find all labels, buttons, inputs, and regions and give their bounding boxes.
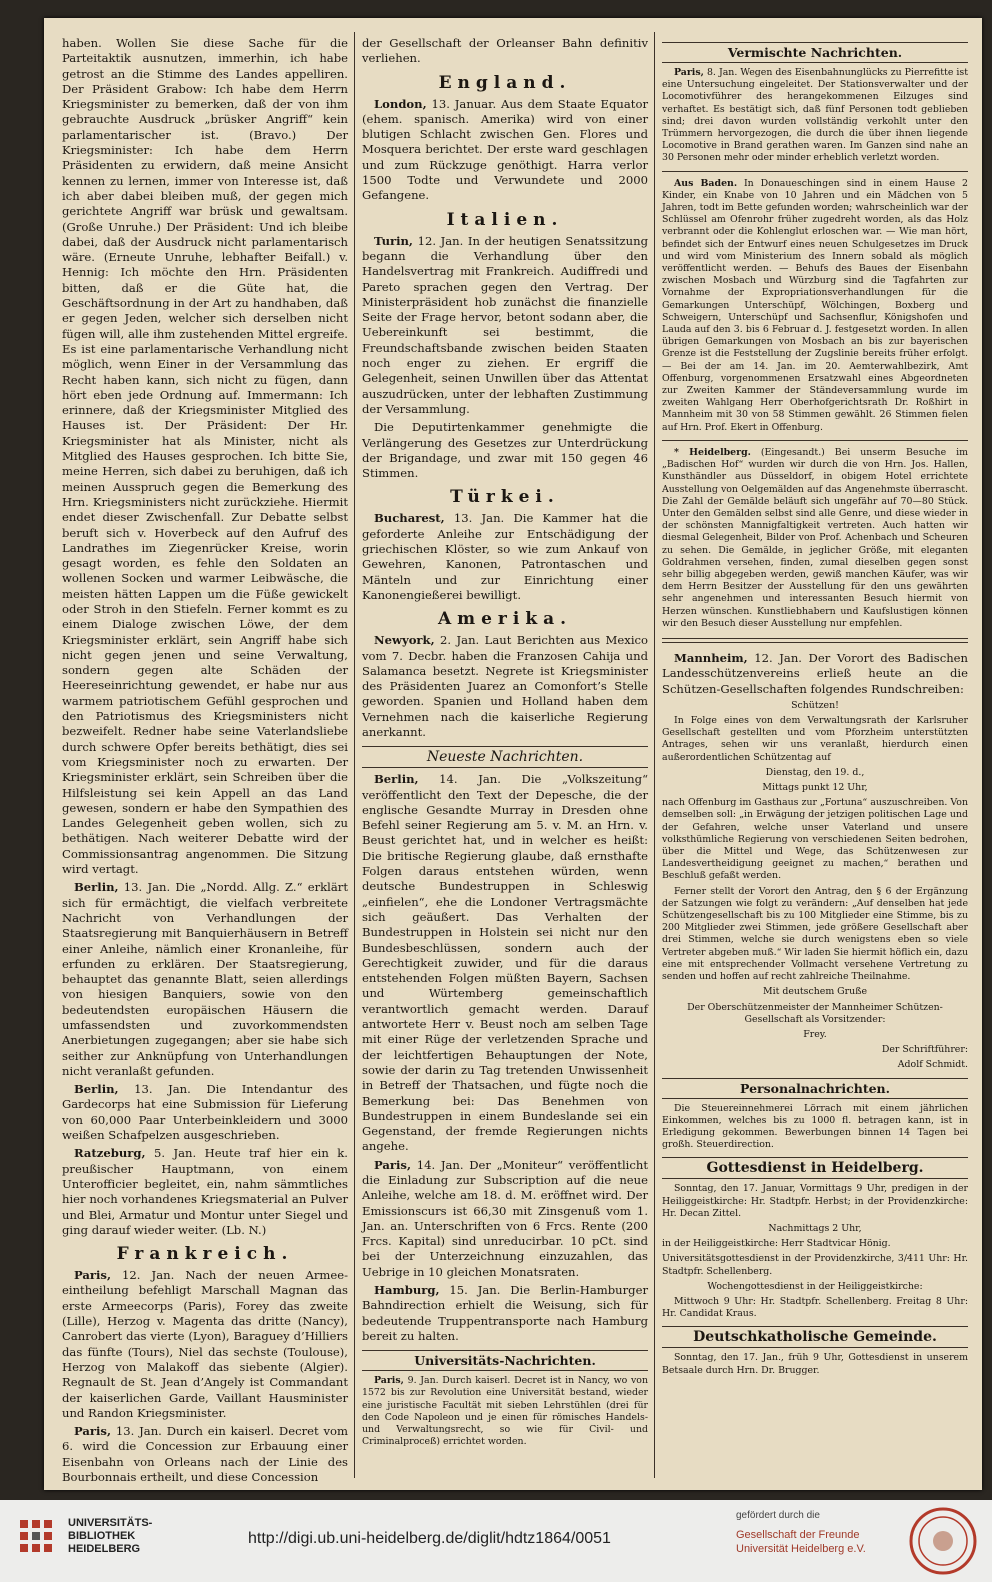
dateline: Paris, xyxy=(74,1268,111,1283)
article-body: (Eingesandt.) Bei unserm Besuche im „Badischen Hof“ wurden wir durch die von Hrn. Jos. Hallen, Kunsthändler aus Düsseldorf, in obigem Hotel errichtete Ausstellung von Oelgemälden auf das Angenehmste überrascht. Die Zahl der Gemälde beläuft sich ungefähr auf 70—80 Stück. Unter den Gemälden selbst sind alle Genre, und diese wieder in der schönsten Mannigfaltigkeit vertreten. Auch hatten wir diesmal Gelegenheit, Bilder von Prof. Achenbach und Scheuren zu sehen. Die Gemälde, in jeglicher Größe, mit eleganten Goldrahmen versehen, finden, zumal dieselben gegen sonst sehr billig abgegeben werden, gewiß manchen Käufer, was wir dem Herrn Besitzer der Ausstellung für den uns gewährten sehr angenehmen und interessanten Besuch hiermit von Herzen wünschen. Kunstliebhabern und Kaufslustigen können wir den Besuch dieser Ausstellung nur empfehlen. xyxy=(662,446,968,629)
section-heading: Neueste Nachrichten. xyxy=(362,746,648,768)
article-body: In Donaueschingen sind in einem Hause 2 Kinder, ein Knabe von 10 Jahren und ein Mädchen von 5 Jahren, todt im Bette gefunden worden; wahrscheinlich war der Schlüssel am Ofenrohr früher zugedreht worden, als das Holz verbrannt oder die Kohlenglut erloschen war. — Wie man hört, befindet sich der Entwurf eines neuen Schulgesetzes im Druck und wird vom Ministerium des Innern sobald als möglich veröffentlicht werden. — Behufs des Baues der Eisenbahn zwischen Mosbach und Würzburg sind die Tagfahrten zur Vornahme der Expropriationsverhandlungen für die Gemarkungen Unterschüpf, Wölchingen, Boxberg und Schweigern, Unterschüpf und Sachsenflur, Königshofen und Lauda auf den 3. bis 6 Februar d. J. festgesetzt worden. In allen übrigen Gemarkungen von Mosbach an bis zur bayerischen Grenze ist die Feststellung der Zugslinie bereits früher erfolgt. — Bei der am 14. Jan. im 20. Aemterwahlbezirk, Amt Offenburg, vorgenommenen Ersatzwahl eines Abgeordneten zur Zweiten Kammer der Ständeversammlung wurde im zweiten Wahlgang Herr Oberhofgerichtsrath Dr. Roßhirt in Mannheim mit 30 von 58 Stimmen gewählt. 26 Stimmen fielen auf Hrn. Prof. Ekert in Offenburg. xyxy=(662,177,968,433)
dateline: Newyork, xyxy=(374,633,435,648)
dateline: Paris, xyxy=(74,1424,111,1439)
service-text: Sonntag, den 17. Jan., früh 9 Uhr, Gottesdienst in unserem Betsaale durch Hrn. Dr. Brugger. xyxy=(662,1352,968,1376)
divider xyxy=(662,638,968,643)
article-text xyxy=(362,1375,648,1448)
section-heading: Amerika. xyxy=(437,609,573,630)
dateline: Berlin, xyxy=(74,880,119,895)
notice-heading: Schützen! xyxy=(791,699,839,711)
library-name-line: HEIDELBERG xyxy=(68,1542,141,1555)
section-heading: Frankreich. xyxy=(116,1244,294,1265)
article-body: 12. Jan. Nach der neuen Armee-eintheilung befehligt Marschall Magnan das erste Armeecorps (Paris), Forey das zweite (Lille), Herzog v. Magenta das dritte (Nancy), Canrobert das vierte (Lyon), Baraguey d’Hilliers das fünfte (Tours), Niel das sechste (Toulouse), Herzog von Malakoff das siebente (Algier). Regnault de St. Jean d’Angely ist Commandant der kaiserlichen Garde, Vaillant Hausminister und Randon Kriegsminister. xyxy=(62,1268,348,1420)
article-body: 5. Jan. Heute traf hier ein k. preußischer Hauptmann, von einem Unterofficier begleitet, ein, nahm sämmtliches hier noch vorhandenes Kriegsmaterial an Pulver und Blei, Armatur und Montur unter Siegel und ging darauf wieder weiter. (Lb. N.) xyxy=(62,1146,348,1237)
article-text xyxy=(362,97,648,204)
article-text xyxy=(662,67,968,165)
service-text: Sonntag, den 17. Januar, Vormittags 9 Uhr, predigen in der Heiliggeistkirche: Hr. Stadtpfr. Herbst; in der Providenzkirche: Hr. Decan Zittel. xyxy=(662,1183,968,1219)
article-body: 13. Jan. Durch ein kaiserl. Decret vom 6. wird die Concession zur Erbauung einer Eisenbahn von Orleans nach der Linie des Bourbonnais ertheilt, und diese Concession xyxy=(62,1424,348,1485)
column-2 xyxy=(362,36,648,1476)
dateline: Berlin, xyxy=(74,1082,119,1097)
notice-signer: Der Oberschützenmeister der Mannheimer Schützen-Gesellschaft als Vorsitzender: xyxy=(687,1001,943,1025)
notice-text: nach Offenburg im Gasthaus zur „Fortuna“ auszuschreiben. Von demselben soll: „in Erwägung der jetzigen politischen Lage und der Gefahren, welche unser Vaterland und unsere volksthümliche Regierung von verschiedenen Seiten bedrohen, über die Mittel und Wege, das Schützenwesen zur Landesvertheidigung geeignet zu machen,“ berathen und Beschluß gefaßt werden. xyxy=(662,797,968,882)
dateline: Mannheim, xyxy=(674,650,748,665)
section-heading: Universitäts-Nachrichten. xyxy=(362,1350,648,1371)
article-text: haben. Wollen Sie diese Sache für die Parteitaktik ausnutzen, immerhin, ich habe getrost an die Stimme des Landes appelliren. Der Präsident Grabow: Ich habe dem Herrn Kriegsminister zu bemerken, daß der von ihm gebrauchte Ausdruck „brüsker Angriff“ kein parlamentarischer ist. (Bravo.) Der Kriegsminister: Ich habe dem Herrn Präsidenten zu erwidern, daß meine Ansicht kennen zu lernen, immer von Interesse ist, daß ich aber dabei bleiben muß, der gegen mich gerichtete Angriff war brüsk und gewaltsam. (Große Unruhe.) Der Präsident: Und ich bleibe dabei, daß der Ausdruck nicht parlamentarisch wäre. (Erneute Unruhe, lebhafter Beifall.) v. Hennig: Ich möchte den Hrn. Präsidenten bitten, daß er die Güte hat, die Geschäftsordnung in der Art zu handhaben, daß er gegen Jeden, welcher sich derselben nicht fügen will, alle ihm zustehenden Mittel ergreife. Es ist eine parlamentarische Verhandlung nicht möglich, wenn Einer in der Versammlung das Recht haben kann, sich nicht zu fügen, dann hört eben jede Ordnung auf. Immermann: Ich erinnere, daß der Kriegsminister Mitglied des Hauses ist. Der Präsident: Der Hr. Kriegsminister hat als Minister, nicht als Mitglied des Hauses gesprochen. Ich bitte Sie, meine Herren, sich dabei zu beruhigen, daß ich meinen Ausspruch gegen die Bemerkung des Hrn. Kriegsministers nicht zurückziehe. Hiermit endet dieser Zwischenfall. Zur Debatte selbst beruft sich v. Hoverbeck auf den Aufruf des Landrathes im Ziegenrücker Kreise, worin gesagt worden, es fehle den Soldaten an wollenen Socken und warmer Leibwäsche, die meisten hätten Lappen um die Füße gewickelt oder Stroh in den Stiefeln. Ferner kommt es zu einem Dialoge zwischen Löwe, der dem Kriegsminister erklärt, sein Angriff habe sich nicht gegen jenen und seine Verwaltung, sondern gegen alte Schäden der Heereseinrichtung gewendet, er habe nur aus warmem patriotischem Gefühl gesprochen und den Patriotismus des Kriegsministers nicht bezweifelt. Redner habe seine Vaterlandsliebe durch schwere Opfer bereits bethätigt, dies sei vom Kriegsminister noch zu erwarten. Der Kriegsminister erklärt, sein Schreiben über die Hilfsleistung sei kein Appell an das Land gewesen, sondern er habe den Sympathien des Landes Gelegenheit geben wollen, sich zu bethätigen. Nach weiterer Debatte wird der Commissionsantrag angenommen. Die Sitzung wird vertagt. xyxy=(62,36,348,877)
article-text xyxy=(62,880,348,1079)
article-text xyxy=(362,511,648,603)
dateline: Bucharest, xyxy=(374,511,445,526)
article-text xyxy=(62,1082,348,1143)
article-body: 2. Jan. Laut Berichten aus Mexico vom 7. Decbr. haben die Franzosen Cahija und Salamanca besetzt. Negrete ist Kriegsminister des Präsidenten Juarez an Comonfort’s Stelle geworden. Spanien und Holland haben dem Vernehmen nach die kaiserliche Regierung anerkannt. xyxy=(362,633,648,739)
column-1 xyxy=(62,36,348,1485)
article-text: der Gesellschaft der Orleanser Bahn definitiv verliehen. xyxy=(362,36,648,66)
dateline: Turin, xyxy=(374,233,413,248)
sponsor-name[interactable] xyxy=(736,1528,866,1556)
section-heading: Vermischte Nachrichten. xyxy=(662,42,968,63)
library-name-line: UNIVERSITÄTS- xyxy=(68,1516,153,1529)
sponsor-line: Gesellschaft der Freunde xyxy=(736,1529,860,1541)
dateline: Ratzeburg, xyxy=(74,1146,146,1161)
notice-date: Dienstag, den 19. d., xyxy=(765,766,865,778)
article-text xyxy=(62,1268,348,1421)
service-text: Mittwoch 9 Uhr: Hr. Stadtpfr. Schellenberg. Freitag 8 Uhr: Hr. Candidat Kraus. xyxy=(662,1295,968,1320)
section-heading: Deutschkatholische Gemeinde. xyxy=(662,1326,968,1348)
article-body: 13. Jan. Die Intendantur des Gardecorps hat eine Submission für Lieferung von 60,000 Paar Unterbeinkleidern und 3000 weißen Schafpelzen ausgeschrieben. xyxy=(62,1082,348,1143)
article-text xyxy=(362,234,648,418)
section-heading: Italien. xyxy=(446,209,564,230)
column-rule xyxy=(654,32,655,1478)
column-3 xyxy=(662,36,968,1476)
newspaper-page xyxy=(44,18,982,1490)
section-heading: Türkei. xyxy=(450,487,560,508)
library-name-line: BIBLIOTHEK xyxy=(68,1529,136,1542)
dateline: Aus Baden. xyxy=(674,177,738,189)
sponsor-label: gefördert durch die xyxy=(736,1510,820,1521)
article-body: 8. Jan. Wegen des Eisenbahnunglücks zu Pierrefitte ist eine Untersuchung eingeleitet. Der Stationsverwalter und der Locomotivführer des herangekommenen Eilzuges sind verhaftet. Es bestätigt sich, daß fünf Personen todt geblieben sind; drei davon wurden vollständig verkohlt unter den Trümmern hervorgezogen, die durch die über ihnen liegende Locomotive in Brand gerathen waren. Im Ganzen sind nahe an 30 Personen mehr oder minder erheblich verletzt worden. xyxy=(662,67,968,164)
dateline: Paris, xyxy=(674,67,704,78)
notice-time: Mittags punkt 12 Uhr, xyxy=(762,782,868,794)
divider xyxy=(662,440,968,441)
viewer-footer xyxy=(0,1500,992,1582)
article-body: 12. Jan. Der Vorort des Badischen Landesschützenvereins erließ heute an die Schützen-Gesellschaften folgendes Rundschreiben: xyxy=(662,650,968,696)
article-body: 12. Jan. In der heutigen Senatssitzung begann die Verhandlung über den Handelsvertrag mit Frankreich. Audiffredi und Pareto sprachen gegen den Vertrag. Der Ministerpräsident hob zunächst die finanzielle Seite der Frage hervor, betont sodann aber, die Uebereinkunft sei bestimmt, die Freundschaftsbande zwischen beiden Staaten noch enger zu ziehen. Er ergriff die Gelegenheit, seinen Unwillen über das Attentat auszudrücken, unter der lebhaften Zustimmung der Versammlung. xyxy=(362,233,648,416)
library-logo[interactable] xyxy=(14,1514,152,1558)
article-body: 9. Jan. Durch kaiserl. Decret ist in Nancy, wo von 1572 bis zur Revolution eine Universität bestand, wieder eine juristische Facultät mit sieben Lehrstühlen (drei für den Code Napoleon und je einen für römisches Handels- und Verwaltungsrecht, so wie für Civil- und Criminalproceß) errichtet worden. xyxy=(362,1375,648,1448)
article-body: 14. Jan. Die „Volkszeitung“ veröffentlicht den Text der Depesche, die der englische Gesandte Murray in Dresden ohne Befehl seiner Regierung am 5. v. M. an Hrn. v. Beust gerichtet hat, und in welcher es heißt: Die britische Regierung glaube, daß ernsthafte Folgen daraus entstehen würden, wenn deutsche Bundestruppen in Schleswig „einfielen“, ehe die Londoner Vertragsmächte sich geäußert. Das Verhalten der Bundestruppen in Holstein sei nicht nur den Bundesbeschlüssen, sondern auch der Gerechtigkeit zuwider, und für die daraus entstehenden Folgen müßten Bayern, Sachsen und Würtemberg gemeinschaftlich verantwortlich gemacht werden. Darauf antwortete Herr v. Beust noch am selben Tage mit einer Rüge der verletzenden Sprache und der leichtfertigen Behauptungen der Note, sowie der darin zu Tag tretenden Unwissenheit in Betreff der Thatsachen, und fügte noch die Bemerkung bei: Das Benehmen von Bundestruppen in einem Bundeslande sei ein Gegenstand, der fremde Regierungen nichts angehe. xyxy=(362,772,648,1154)
article-text xyxy=(62,1146,348,1238)
service-text: Wochengottesdienst in der Heiliggeistkirche: xyxy=(707,1280,923,1292)
column-rule xyxy=(354,32,355,1478)
university-seal-icon xyxy=(908,1506,978,1576)
section-heading: Gottesdienst in Heidelberg. xyxy=(662,1157,968,1179)
library-seal-icon xyxy=(14,1514,58,1558)
article-body: 14. Jan. Der „Moniteur“ veröffentlicht die Einladung zur Subscription auf die neue Anleihe, welche am 18. d. M. eröffnet wird. Der Emissionscurs ist 66,30 mit Zinsgenuß vom 1. Jan. an. Unterschriften von 6 Frcs. Rente (200 Frcs. Kapital) sind unreducirbar. 10 pCt. sind bei der Unterzeichnung einzuzahlen, das Uebrige in 10 gleichen Monatsraten. xyxy=(362,1157,648,1279)
article-text: Die Steuereinnehmerei Lörrach mit einem jährlichen Einkommen, welches bis zu 1000 fl. betragen kann, ist in Erledigung gekommen. Bewerbungen binnen 14 Tagen bei großh. Steuerdirection. xyxy=(662,1102,968,1151)
service-text: Universitätsgottesdienst in der Providenzkirche, 3/411 Uhr: Hr. Stadtpfr. Schellenberg. xyxy=(662,1253,968,1277)
dateline: Paris, xyxy=(374,1375,404,1387)
notice-text: Ferner stellt der Vorort den Antrag, den § 6 der Ergänzung der Satzungen wie folgt zu verändern: „Auf denselben hat jede Schützengesellschaft bis zu 100 Mitglieder eine Stimme, bis zu 200 Mitglieder zwei Stimmen, jede größere Gesellschaft aber drei Stimmen, welche sie durch wenigstens eben so viele Vertreter abgeben muß.“ Wir laden Sie hiermit höflich ein, dazu eine mit entsprechender Vollmacht versehene Vertretung zu senden und hoffen auf recht zahlreiche Theilnahme. xyxy=(662,885,968,983)
article-text xyxy=(662,651,968,697)
divider xyxy=(662,171,968,172)
article-text: Die Deputirtenkammer genehmigte die Verlängerung des Gesetzes zur Unterdrückung der Brigandage, und zwar mit 150 gegen 46 Stimmen. xyxy=(362,420,648,481)
dateline: Berlin, xyxy=(374,772,419,787)
signature-label: Der Schriftführer: xyxy=(881,1044,968,1056)
section-heading: England. xyxy=(438,72,572,93)
article-text xyxy=(362,1283,648,1344)
signature-name: Frey. xyxy=(803,1028,827,1040)
article-text xyxy=(362,1158,648,1280)
dateline: * Heidelberg. xyxy=(674,446,751,458)
permalink[interactable]: http://digi.ub.uni-heidelberg.de/diglit/hdtz1864/0051 xyxy=(248,1530,611,1547)
notice-text: In Folge eines von dem Verwaltungsrath der Karlsruher Gesellschaft gestellten und vom Pforzheim unterstützten Antrages, sehen wir uns veranlaßt, hierdurch einen außerordentlichen Schützentag auf xyxy=(662,715,968,763)
article-body: 13. Jan. Die „Nordd. Allg. Z.“ erklärt sich für ermächtigt, die vielfach verbreitete Nachricht von Verhandlungen der Staatsregierung mit Banquierhäusern in Betreff einer Anleihe, nämlich einer Kronanleihe, für erfunden zu erklären. Der Staatsregierung, behauptet das genannte Blatt, seien allerdings von hiesigen Banquiers, sowie von den bedeutendsten europäischen Häusern die umfassendsten und zuvorkommendsten Anerbietungen zugegangen; aber sie habe sich seither zur Anknüpfung von Unterhandlungen nicht veranlaßt gefunden. xyxy=(62,880,348,1078)
dateline: Paris, xyxy=(374,1157,411,1172)
section-heading: Personalnachrichten. xyxy=(662,1078,968,1099)
article-text xyxy=(662,447,968,630)
article-text xyxy=(62,1424,348,1485)
service-text: Nachmittags 2 Uhr, xyxy=(768,1222,862,1234)
article-text xyxy=(662,178,968,434)
article-text xyxy=(362,633,648,740)
dateline: Hamburg, xyxy=(374,1283,440,1298)
service-text: in der Heiliggeistkirche: Herr Stadtvicar Hönig. xyxy=(662,1238,891,1250)
article-body: 13. Jan. Die Kammer hat die geforderte Anleihe zur Entschädigung der griechischen Klöster, so wie zum Ankauf von Gewehren, Kanonen, Patrontaschen und Mänteln und zur Einrichtung einer Kanonengießerei bewilligt. xyxy=(362,511,648,602)
article-body: 13. Januar. Aus dem Staate Equator (ehem. spanisch. Amerika) wird von einer blutigen Schlacht zwischen Gen. Flores und Mosquera berichtet. Der erste ward geschlagen und zum Rückzuge genöthigt. Harra verlor 1500 Todte und Verwundete und 2000 Gefangene. xyxy=(362,96,648,203)
dateline: London, xyxy=(374,96,427,111)
article-body: 15. Jan. Die Berlin-Hamburger Bahndirection erhielt die Weisung, sich für bedeutende Truppentransporte nach Hamburg bereit zu halten. xyxy=(362,1283,648,1343)
notice-greeting: Mit deutschem Gruße xyxy=(762,986,868,998)
signature-name: Adolf Schmidt. xyxy=(897,1059,968,1071)
sponsor-line: Universität Heidelberg e.V. xyxy=(736,1543,866,1555)
article-text xyxy=(362,772,648,1154)
